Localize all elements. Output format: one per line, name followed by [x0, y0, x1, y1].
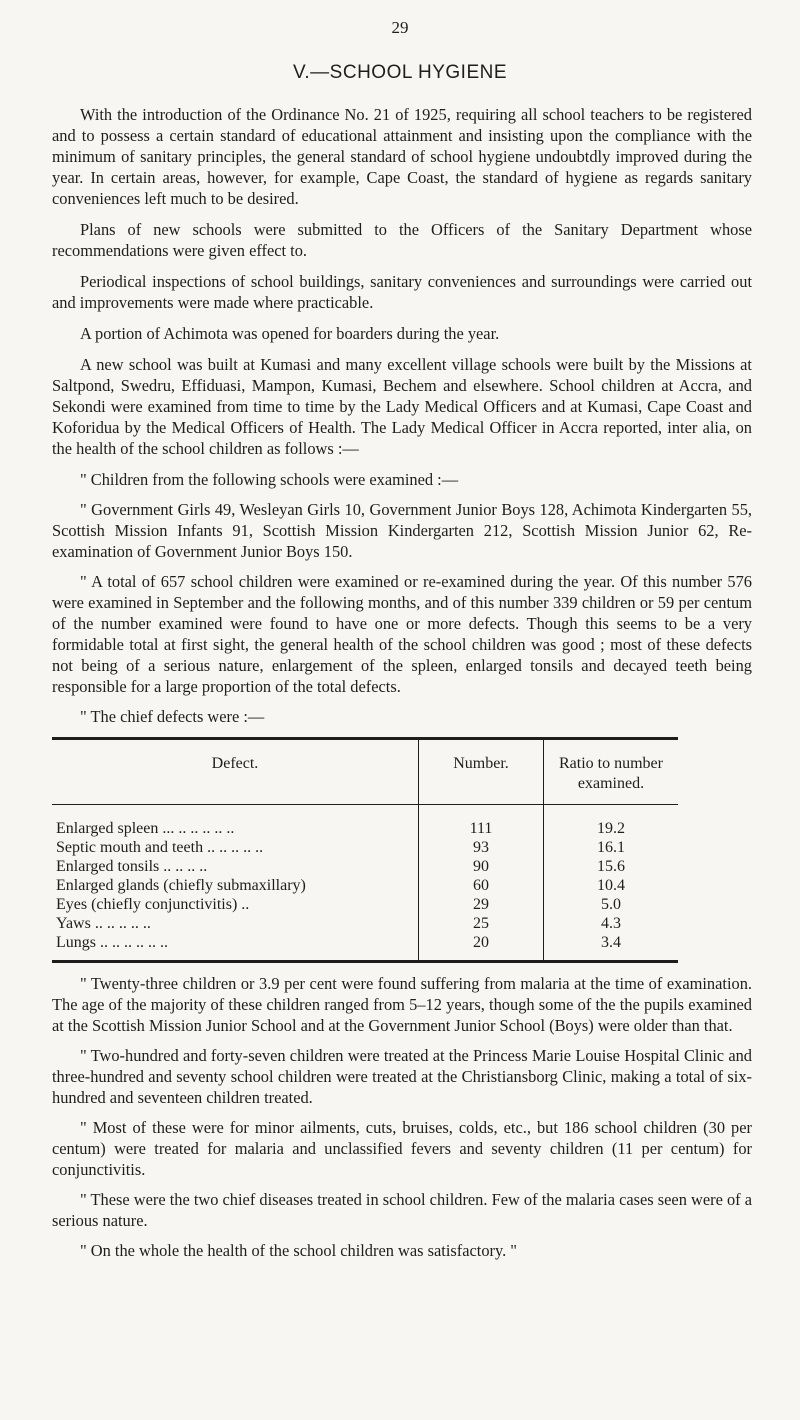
- document-body: [52, 104, 752, 1270]
- quote-paragraph: " The chief defects were :—: [80, 707, 265, 726]
- cell-ratio: 16.1: [597, 839, 625, 856]
- column-header-ratio: Ratio to number examined.: [544, 739, 679, 805]
- defects-table: [52, 737, 678, 963]
- cell-number: 93: [419, 838, 544, 857]
- cell-defect: Enlarged tonsils .. .. .. ..: [52, 857, 419, 876]
- cell-number: 29: [419, 895, 544, 914]
- cell-defect: Enlarged spleen ... .. .. .. .. ..: [52, 805, 419, 839]
- table-row: [52, 857, 678, 876]
- paragraph: A new school was built at Kumasi and many excellent village schools were built by the Missions at Saltpond, Swedru, Effiduasi, Mampon, Kumasi, Bechem and elsewhere. School children at Accra, and Sekondi were examined from time to time by the Lady Medical Officers and at Kumasi, Cape Coast and Koforidua by the Medical Officers of Health. The Lady Medical Officer in Accra reported, inter alia, on the health of the school children as follows :—: [52, 355, 752, 458]
- paragraph: A portion of Achimota was opened for boarders during the year.: [80, 324, 500, 343]
- column-header-defect: Defect.: [52, 739, 419, 805]
- cell-ratio: 3.4: [544, 933, 679, 962]
- table-header-row: [52, 739, 678, 805]
- cell-number: 20: [419, 933, 544, 962]
- table-row: [52, 876, 678, 895]
- quote-paragraph: " Most of these were for minor ailments, cuts, bruises, colds, etc., but 186 school children (30 per centum) were treated for malaria and unclassified fevers and seventy children (11 per centum) for conjunctivitis.: [52, 1118, 752, 1179]
- cell-defect: Enlarged glands (chiefly submaxillary): [52, 876, 419, 895]
- quote-paragraph: " Twenty-three children or 3.9 per cent were found suffering from malaria at the time of examination. The age of the majority of these children ranged from 5–12 years, though some of the the pupils examined at the Scottish Mission Junior School and at the Government Junior School (Boys) were older than that.: [52, 974, 752, 1035]
- quote-paragraph: " Government Girls 49, Wesleyan Girls 10, Government Junior Boys 128, Achimota Kindergarten 55, Scottish Mission Infants 91, Scottish Mission Kindergarten 212, Scottish Mission Junior 62, Re-examination of Government Junior Boys 150.: [52, 500, 752, 561]
- section-heading: V.—SCHOOL HYGIENE: [292, 62, 508, 83]
- quote-paragraph: " A total of 657 school children were examined or re-examined during the year. Of this number 576 were examined in September and the following months, and of this number 339 children or 59 per centum of the number examined were found to have one or more defects. Though this seems to be a very formidable total at first sight, the general health of the school children was good ; most of these defects not being of a serious nature, enlargement of the spleen, enlarged tonsils and decayed teeth being responsible for a large proportion of the total defects.: [52, 572, 752, 696]
- cell-number: 60: [419, 876, 544, 895]
- cell-defect: Septic mouth and teeth .. .. .. .. ..: [52, 838, 419, 857]
- paragraph: Plans of new schools were submitted to the Officers of the Sanitary Department whose recommendations were given effect to.: [52, 220, 752, 260]
- paragraph: With the introduction of the Ordinance No. 21 of 1925, requiring all school teachers to be registered and to possess a certain standard of educational attainment and insisting upon the compliance with the minimum of sanitary principles, the general standard of school hygiene undoubtdly improved during the year. In certain areas, however, for example, Cape Coast, the standard of hygiene as regards sanitary conveniences left much to be desired.: [52, 105, 752, 208]
- quote-paragraph: " Children from the following schools were examined :—: [80, 470, 459, 489]
- table-row: [52, 805, 678, 839]
- cell-defect: Lungs .. .. .. .. .. ..: [52, 933, 419, 962]
- quote-paragraph: " Two-hundred and forty-seven children were treated at the Princess Marie Louise Hospital Clinic and three-hundred and seventy school children were treated at the Christiansborg Clinic, making a total of six-hundred and seventeen children treated.: [52, 1046, 752, 1107]
- cell-defect: Yaws .. .. .. .. ..: [52, 914, 419, 933]
- cell-number: 25: [419, 914, 544, 933]
- cell-number: 111: [419, 805, 544, 839]
- page-number: 29: [391, 18, 409, 37]
- cell-number: 90: [419, 857, 544, 876]
- table-row: [52, 838, 678, 857]
- cell-ratio: 15.6: [597, 858, 625, 875]
- quote-paragraph: " On the whole the health of the school children was satisfactory. ": [80, 1241, 517, 1260]
- cell-ratio: 4.3: [601, 915, 621, 932]
- table-row: [52, 895, 678, 914]
- paragraph: Periodical inspections of school buildings, sanitary conveniences and surroundings were carried out and improvements were made where practicable.: [52, 272, 752, 312]
- cell-ratio: 10.4: [597, 877, 625, 894]
- column-header-number: Number.: [419, 739, 544, 805]
- table-row: [52, 914, 678, 933]
- cell-ratio: 19.2: [597, 820, 625, 837]
- quote-paragraph: " These were the two chief diseases treated in school children. Few of the malaria cases seen were of a serious nature.: [52, 1190, 752, 1230]
- table-row: [52, 933, 678, 962]
- cell-ratio: 5.0: [601, 896, 621, 913]
- cell-defect: Eyes (chiefly conjunctivitis) ..: [52, 895, 419, 914]
